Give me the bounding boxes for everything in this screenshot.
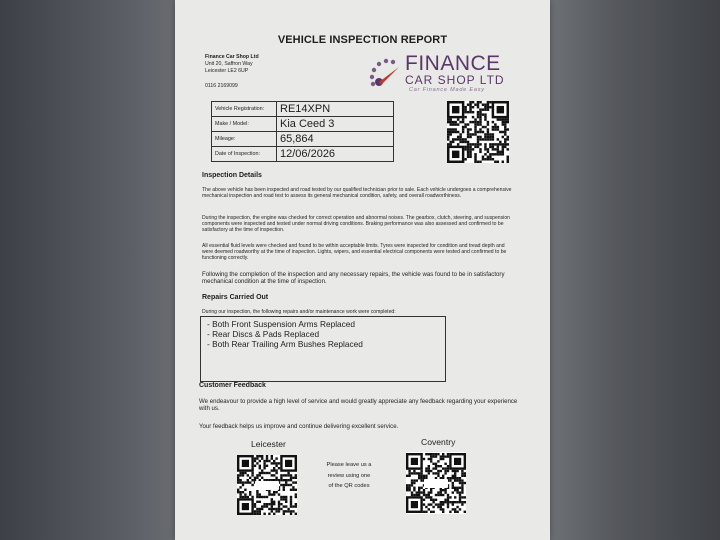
leicester-label: Leicester (251, 439, 286, 449)
company-logo (365, 54, 525, 96)
review-instructions (315, 460, 383, 492)
logo-text-car-shop: CAR SHOP LTD (405, 73, 505, 87)
inspection-heading: Inspection Details (202, 172, 262, 179)
logo-text-finance: FINANCE (405, 52, 501, 75)
repairs-intro: During our inspection, the following repairs and/or maintenance work were completed: (202, 309, 396, 315)
coventry-qr-code-icon[interactable] (406, 452, 466, 514)
inspection-paragraph-1: The above vehicle has been inspected and road tested by our qualified technician prior to sale. Each vehicle undergoes a comprehensive mechanical inspection and road test to assess its general mechanical condition, safety, and overall roadworthiness. (202, 187, 512, 200)
registration-value: RE14XPN (277, 102, 394, 117)
leicester-qr-code-icon[interactable] (237, 455, 297, 515)
mileage-value: 65,864 (277, 132, 394, 147)
feedback-text-2: Your feedback helps us improve and continue delivering excellent service. (199, 423, 399, 430)
company-name: Finance Car Shop Ltd (205, 54, 259, 60)
report-title: VEHICLE INSPECTION REPORT (277, 34, 448, 46)
company-phone: 0116 2169099 (205, 83, 238, 89)
background-right (545, 0, 720, 540)
qr-logo-icon (424, 479, 448, 488)
address-line-2: Leicester LE2 6UP (205, 68, 249, 74)
repairs-heading: Repairs Carried Out (202, 294, 269, 301)
address-line-1: Unit 20, Saffron Way (205, 61, 253, 67)
registration-label: Vehicle Registration: (212, 102, 277, 117)
inspection-report-page (175, 0, 550, 540)
logo-tagline: Car Finance Made Easy (409, 87, 485, 93)
repairs-list-box (200, 316, 446, 382)
make-model-label: Make / Model: (212, 117, 277, 132)
inspection-date-value: 12/06/2026 (277, 147, 394, 162)
coventry-label: Coventry (421, 437, 456, 447)
mileage-label: Mileage: (212, 132, 277, 147)
make-model-value: Kia Ceed 3 (277, 117, 394, 132)
list-item: - Rear Discs & Pads Replaced (207, 329, 320, 339)
review-line-2: review using one (327, 472, 371, 479)
list-item: - Both Rear Trailing Arm Bushes Replaced (207, 339, 363, 349)
table-row (212, 117, 394, 132)
table-row (212, 147, 394, 162)
review-line-1: Please leave us a (326, 462, 372, 468)
list-item: - Both Front Suspension Arms Replaced (207, 319, 356, 329)
speedometer-logo-icon (365, 54, 407, 96)
qr-code-icon[interactable] (447, 101, 509, 163)
inspection-paragraph-3: All essential fluid levels were checked and found to be within acceptable limits. Tyres were inspected for condition and tread depth and were deemed roadworthy at the time of inspection. Lights, wipers, and essential electrical components were tested and confirmed to be functioning correctly. (202, 243, 507, 262)
table-row (212, 132, 394, 147)
company-address (205, 54, 259, 75)
qr-logo-icon (255, 481, 279, 490)
feedback-text-1: We endeavour to provide a high level of service and would greatly appreciate any feedback regarding your experience with us. (199, 398, 518, 413)
background-left (0, 0, 180, 540)
feedback-heading: Customer Feedback (199, 382, 266, 389)
inspection-paragraph-2: During the inspection, the engine was checked for correct operation and abnormal noises. The gearbox, clutch, steering, and suspension components were inspected and tested under normal driving conditions. Braking performance was also assessed and confirmed to be satisfactory at the time of inspection. (202, 215, 510, 234)
inspection-date-label: Date of Inspection: (212, 147, 277, 162)
vehicle-details-table (211, 101, 394, 162)
inspection-conclusion: Following the completion of the inspection and any necessary repairs, the vehicle was found to be in satisfactory mechanical condition at the time of inspection. (202, 271, 505, 286)
review-line-3: of the QR codes (328, 483, 370, 489)
table-row (212, 102, 394, 117)
